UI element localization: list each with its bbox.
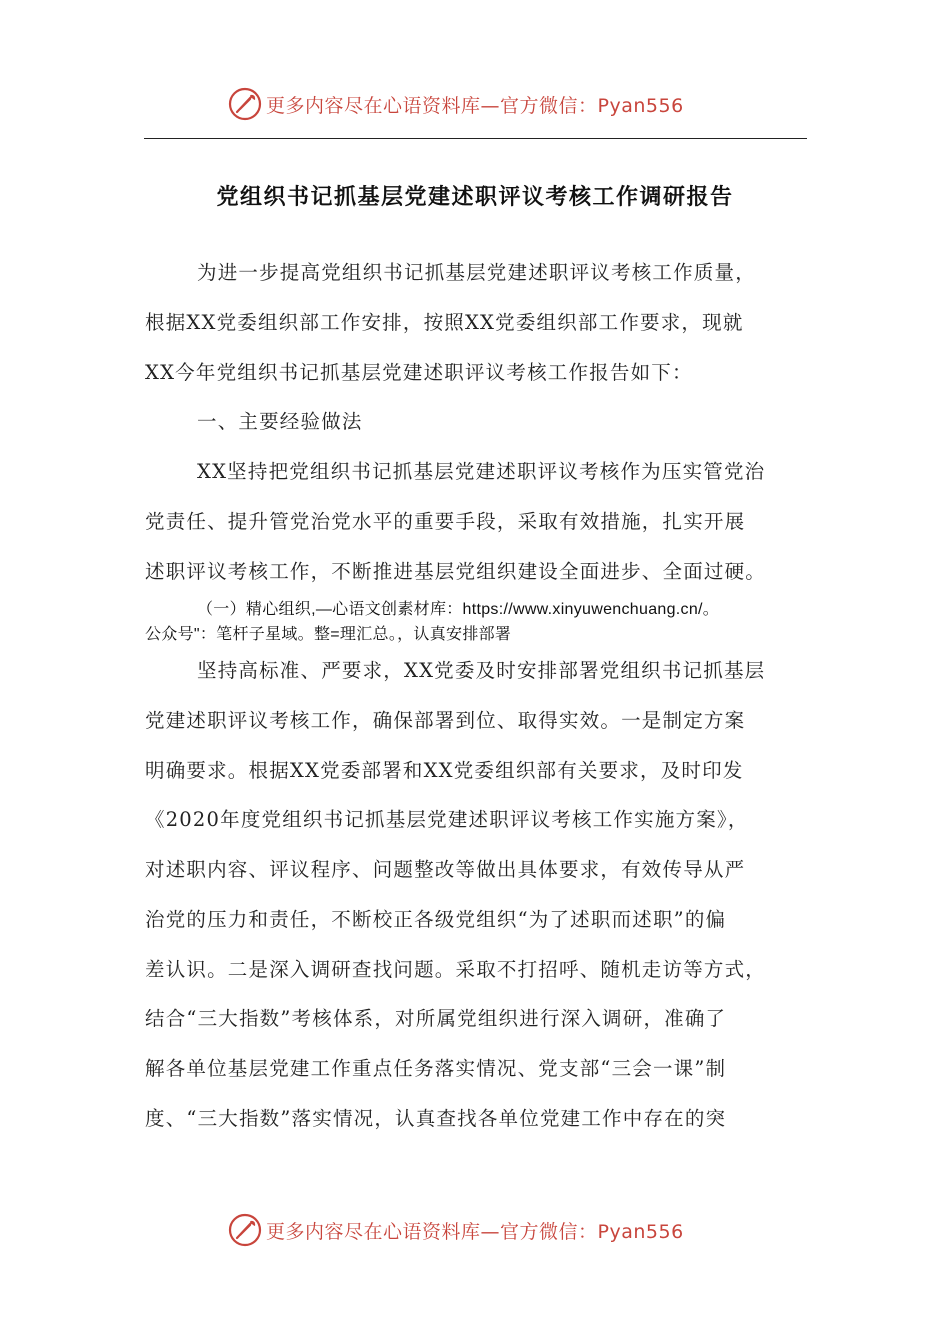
- paragraph-line: 党建述职评议考核工作，确保部署到位、取得实效。一是制定方案: [145, 709, 746, 732]
- paragraph-line: 治党的压力和责任，不断校正各级党组织“为了述职而述职”的偏: [145, 908, 727, 931]
- paragraph-line: 明确要求。根据XX党委部署和XX党委组织部有关要求，及时印发: [145, 759, 744, 782]
- paragraph-line: XX今年党组织书记抓基层党建述职评议考核工作报告如下：: [145, 361, 693, 384]
- watermark-text: 更多内容尽在心语资料库—官方微信：Pyan556: [266, 94, 684, 117]
- header-divider: [144, 138, 807, 139]
- paragraph-line: 党责任、提升管党治党水平的重要手段，采取有效措施，扎实开展: [145, 510, 746, 533]
- section-heading: 一、主要经验做法: [197, 410, 363, 433]
- paragraph-line: 述职评议考核工作，不断推进基层党组织建设全面进步、全面过硬。: [145, 560, 767, 583]
- subsection-heading-cont: 公众号"：笔杆子星域。整=理汇总。，认真安排部署: [145, 626, 512, 643]
- paragraph-line: 坚持高标准、严要求，XX党委及时安排部署党组织书记抓基层: [197, 659, 766, 682]
- paragraph-line: 对述职内容、评议程序、问题整改等做出具体要求，有效传导从严: [145, 858, 746, 881]
- paragraph-line: 度、“三大指数”落实情况，认真查找各单位党建工作中存在的突: [145, 1107, 727, 1130]
- document-title: 党组织书记抓基层党建述职评议考核工作调研报告: [216, 184, 734, 210]
- quill-logo-icon: [228, 1213, 262, 1247]
- paragraph-line: 为进一步提高党组织书记抓基层党建述职评议考核工作质量，: [197, 261, 756, 284]
- paragraph-line: 解各单位基层党建工作重点任务落实情况、党支部“三会一课”制: [145, 1057, 727, 1080]
- subsection-heading: （一）精心组织,—心语文创素材库：https://www.xinyuwenchuang.cn/。: [197, 601, 720, 618]
- paragraph-line: 差认识。二是深入调研查找问题。采取不打招呼、随机走访等方式，: [145, 958, 767, 981]
- paragraph-line: 根据XX党委组织部工作安排，按照XX党委组织部工作要求，现就: [145, 311, 744, 334]
- paragraph-line: XX坚持把党组织书记抓基层党建述职评议考核作为压实管党治: [197, 460, 766, 483]
- quill-logo-icon: [228, 87, 262, 121]
- footer-watermark: [228, 1212, 684, 1248]
- header-watermark: [228, 86, 684, 122]
- paragraph-line: 结合“三大指数”考核体系，对所属党组织进行深入调研，准确了: [145, 1007, 727, 1030]
- watermark-text: 更多内容尽在心语资料库—官方微信：Pyan556: [266, 1220, 684, 1243]
- paragraph-line: 《2020年度党组织书记抓基层党建述职评议考核工作实施方案》，: [145, 808, 749, 831]
